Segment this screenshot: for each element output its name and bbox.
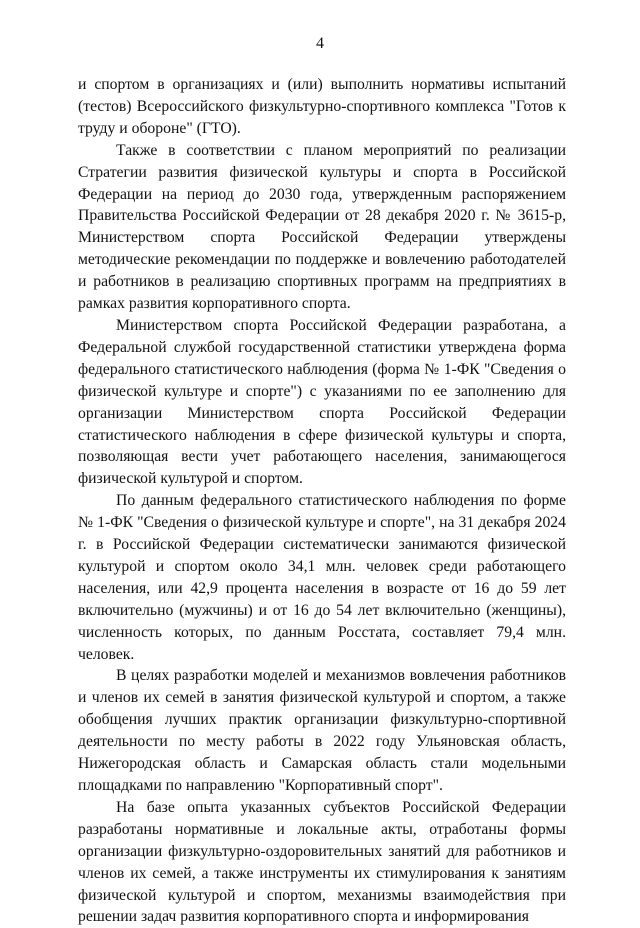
paragraph-statistics-data: По данным федерального статистического наблюдения по форме № 1-ФК "Сведения о физической культуре и спорте", на 31 декабря 2024 г. в Российской Федерации систематически занимаются физической культурой и спортом около 34,1 млн. человек среди работающего населения, или 42,9 процента населения в возрасте от 16 до 59 лет включительно (мужчины) и от 16 до 54 лет включительно (женщины), численность которых, по данным Росстата, составляет 79,4 млн. человек. — [78, 492, 566, 663]
paragraph-statistical-form: Министерством спорта Российской Федерации разработана, а Федеральной службой государственной статистики утверждена форма федерального статистического наблюдения (форма № 1-ФК "Сведения о физической культуре и спорте") с указаниями по ее заполнению для организации Министерством спорта Российской Федерации статистического наблюдения в сфере физической культуры и спорта, позволяющая вести учет работающего населения, занимающегося физической культурой и спортом. — [78, 316, 566, 488]
paragraph-regional-experience: На базе опыта указанных субъектов Российской Федерации разработаны нормативные и локальные акты, отработаны формы организации физкультурно-оздоровительных занятий для работников и членов их семей, а также инструменты их стимулирования к занятиям физической культурой и спортом, механизмы взаимодействия при решении задач развития корпоративного спорта и информирования — [78, 798, 566, 926]
paragraph-methodological-recommendations: Также в соответствии с планом мероприятий по реализации Стратегии развития физической культуры и спорта в Российской Федерации на период до 2030 года, утвержденным распоряжением Правительства Российской Федерации от 28 декабря 2020 г. № 3615-р, Министерством спорта Российской Федерации утверждены методические рекомендации по поддержке и вовлечению работодателей и работников в реализацию спортивных программ на предприятиях в рамках развития корпоративного спорта. — [78, 141, 566, 313]
page-number: 4 — [316, 35, 324, 52]
paragraph-continuation: и спортом в организациях и (или) выполнить нормативы испытаний (тестов) Всероссийского физкультурно-спортивного комплекса "Готов к труду и обороне" (ГТО). — [78, 76, 566, 137]
body-text — [78, 74, 566, 928]
paragraph-model-regions: В целях разработки моделей и механизмов вовлечения работников и членов их семей в занятия физической культурой и спортом, а также обобщения лучших практик организации физкультурно-спортивной деятельности по месту работы в 2022 году Ульяновская область, Нижегородская область и Самарская область стали модельными площадками по направлению "Корпоративный спорт". — [78, 667, 566, 794]
